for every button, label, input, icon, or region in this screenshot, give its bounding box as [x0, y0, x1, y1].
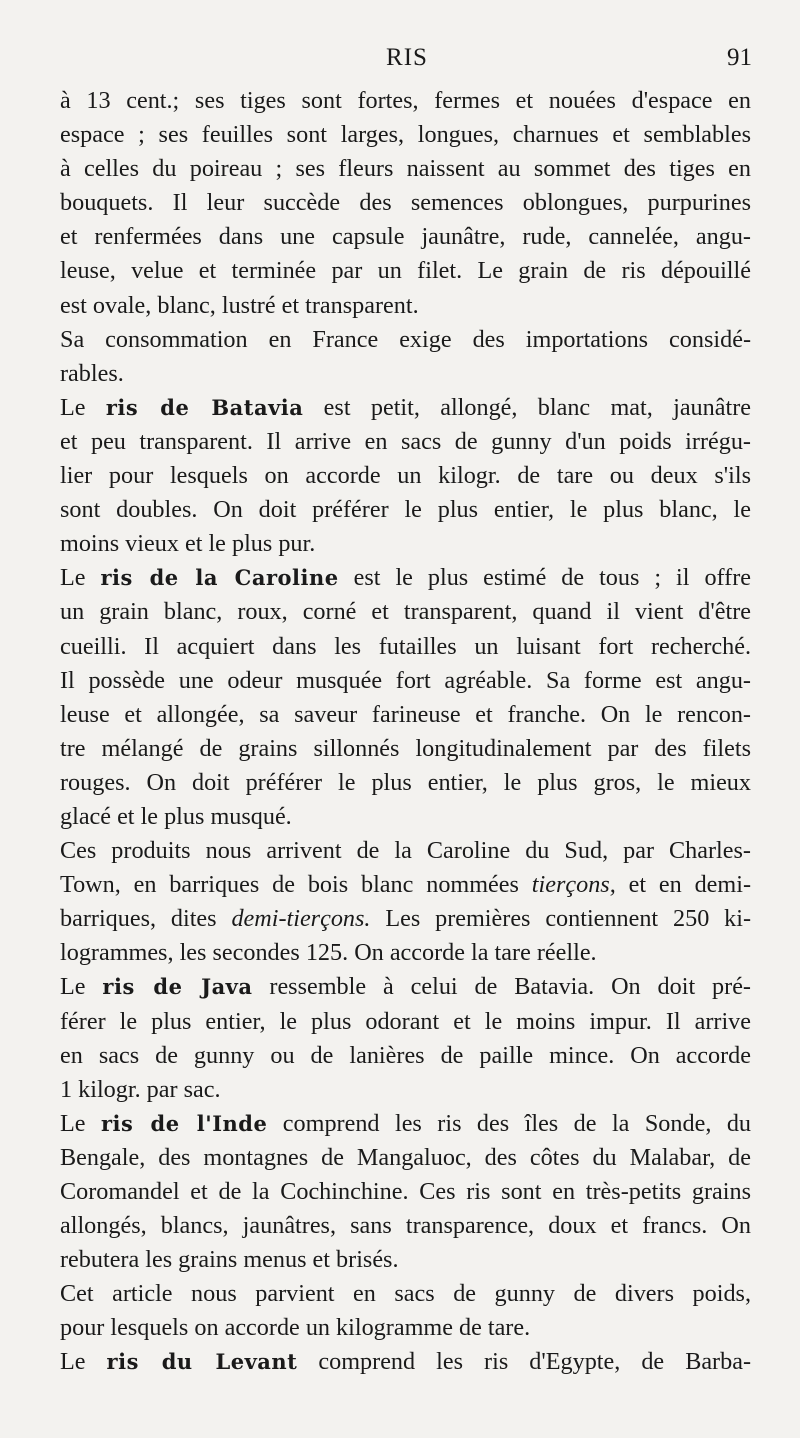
- text-line: leuse, velue et terminée par un filet. Le grain de ris dépouillé: [60, 257, 751, 285]
- variety-name-caroline: ris de la Caroline: [100, 565, 339, 591]
- text-line: Le ris de l'Inde comprend les ris des îles de la Sonde, du: [60, 1109, 752, 1137]
- text-line: 1 kilogr. par sac.: [60, 1075, 221, 1103]
- text-line: espace ; ses feuilles sont larges, longues, charnues et semblables: [60, 121, 751, 149]
- text-line: en sacs de gunny ou de lanières de paille mince. On accorde: [60, 1041, 751, 1069]
- text-line: bouquets. Il leur succède des semences oblongues, purpurines: [60, 189, 751, 217]
- text-line: sont doubles. On doit préférer le plus entier, le plus blanc, le: [60, 496, 751, 524]
- paragraph-ris-de-batavia: [60, 391, 751, 561]
- text-line: Il possède une odeur musquée fort agréable. Sa forme est angu-: [60, 666, 751, 694]
- text-line: est ovale, blanc, lustré et transparent.: [60, 291, 419, 319]
- term-tiercons: tierçons,: [531, 871, 616, 899]
- paragraph-ris-du-levant: [60, 1345, 751, 1379]
- text-line: rouges. On doit préférer le plus entier, le plus gros, le mieux: [60, 768, 751, 796]
- text-line: à celles du poireau ; ses fleurs naissent au sommet des tiges en: [60, 155, 751, 183]
- term-demi-tiercons: demi-tierçons.: [231, 905, 371, 933]
- text-line: Sa consommation en France exige des importations considé-: [60, 325, 751, 353]
- text-line: Coromandel et de la Cochinchine. Ces ris sont en très-petits grains: [60, 1178, 751, 1205]
- text-line: allongés, blancs, jaunâtres, sans transparence, doux et francs. On: [60, 1212, 751, 1240]
- text-line: rables.: [60, 359, 124, 387]
- text-line: cueilli. Il acquiert dans les futailles un luisant fort recherché.: [60, 632, 751, 660]
- text-line: Le ris du Levant comprend les ris d'Egypte, de Barba-: [60, 1348, 752, 1376]
- page-number: 91: [727, 44, 752, 71]
- text-line: lier pour lesquels on accorde un kilogr. de tare ou deux s'ils: [60, 462, 751, 490]
- text-line: tre mélangé de grains sillonnés longitudinalement par des filets: [60, 734, 751, 762]
- variety-name-batavia: ris de Batavia: [105, 394, 304, 420]
- paragraph-botanical-description: [60, 84, 751, 323]
- text-line: un grain blanc, roux, corné et transparent, quand il vient d'être: [60, 598, 751, 626]
- text-line: férer le plus entier, le plus odorant et le moins impur. Il arrive: [60, 1007, 751, 1035]
- body-text: [60, 84, 751, 1380]
- text-line: Town, en barriques de bois blanc nommées tierçons, et en demi-: [60, 871, 752, 899]
- text-line: pour lesquels on accorde un kilogramme de tare.: [60, 1314, 531, 1342]
- text-line: Le ris de la Caroline est le plus estimé de tous ; il offre: [60, 564, 752, 592]
- text-line: Bengale, des montagnes de Mangaluoc, des côtes du Malabar, de: [60, 1143, 751, 1171]
- text-line: logrammes, les secondes 125. On accorde la tare réelle.: [60, 939, 597, 967]
- text-line: Ces produits nous arrivent de la Caroline du Sud, par Charles-: [60, 837, 751, 865]
- text-line: à 13 cent.; ses tiges sont fortes, fermes et nouées d'espace en: [60, 87, 751, 114]
- running-title: RIS: [386, 44, 428, 71]
- variety-name-inde: ris de l'Inde: [100, 1110, 268, 1136]
- paragraph-ris-de-la-caroline: [60, 561, 751, 834]
- text-line: glacé et le plus musqué.: [60, 802, 292, 830]
- paragraph-ris-de-l-inde: [60, 1107, 751, 1277]
- variety-name-java: ris de Java: [102, 974, 253, 1000]
- paragraph-ris-de-java: [60, 970, 751, 1106]
- text-line: leuse et allongée, sa saveur farineuse et franche. On le rencon-: [60, 700, 751, 728]
- text-line: Cet article nous parvient en sacs de gunny de divers poids,: [60, 1280, 751, 1308]
- text-line: et peu transparent. Il arrive en sacs de gunny d'un poids irrégu-: [60, 427, 751, 455]
- text-line: Le ris de Java ressemble à celui de Batavia. On doit pré-: [60, 973, 751, 1001]
- text-line: et renfermées dans une capsule jaunâtre, rude, cannelée, angu-: [60, 223, 751, 251]
- text-line: barriques, dites demi-tierçons. Les premières contiennent 250 ki-: [60, 905, 752, 933]
- text-line: rebutera les grains menus et brisés.: [60, 1246, 399, 1274]
- paragraph-inde-shipping: [60, 1277, 751, 1345]
- text-line: Le ris de Batavia est petit, allongé, blanc mat, jaunâtre: [60, 393, 751, 421]
- paragraph-consumption: [60, 323, 751, 391]
- variety-name-levant: ris du Levant: [106, 1349, 298, 1375]
- text-line: moins vieux et le plus pur.: [60, 530, 316, 558]
- paragraph-caroline-shipping: [60, 834, 751, 970]
- page-header: [62, 44, 752, 80]
